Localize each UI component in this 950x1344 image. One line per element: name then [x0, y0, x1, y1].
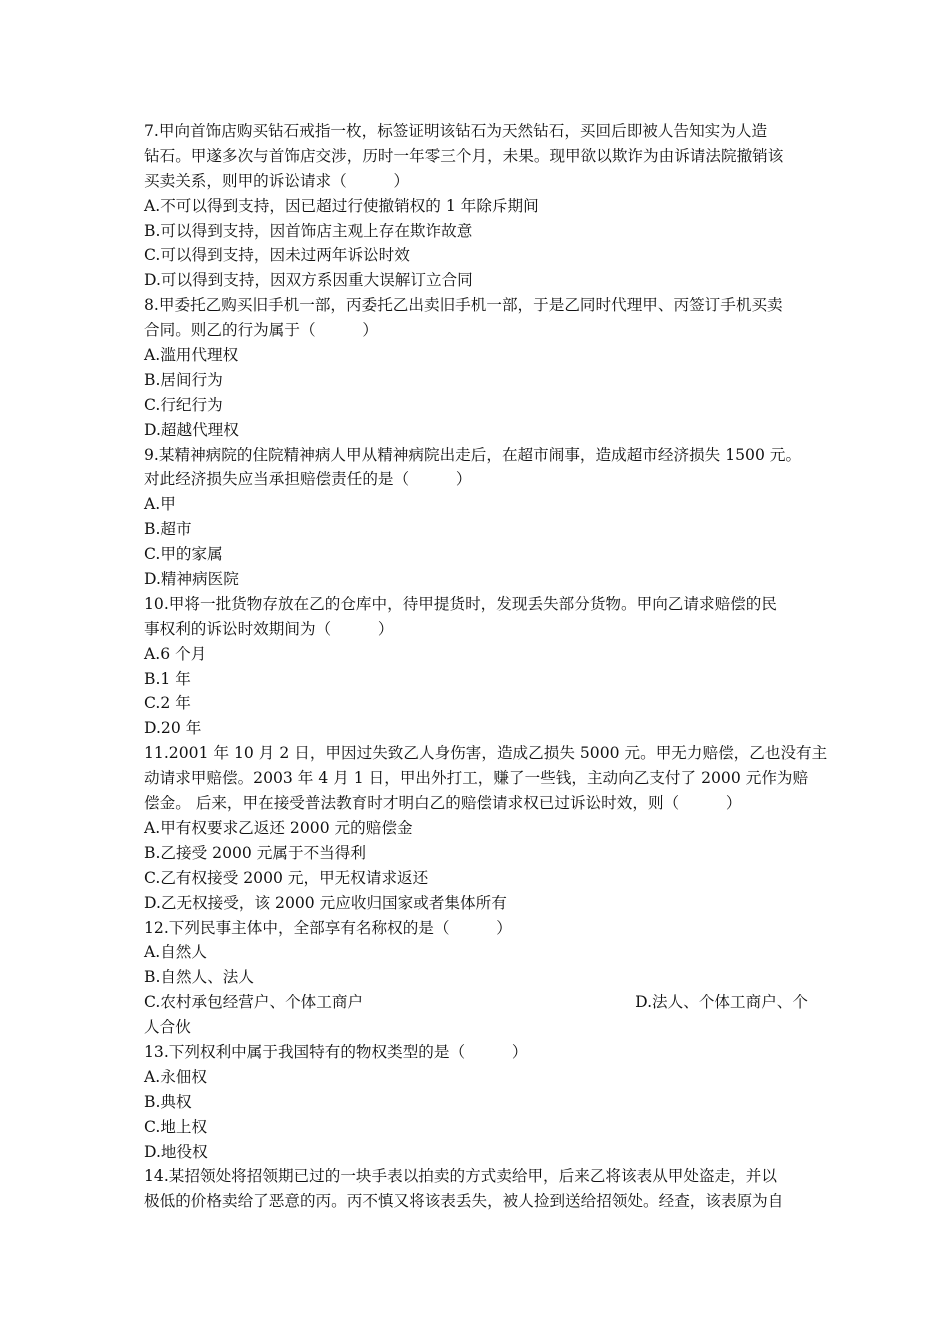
question-stem-line: 钻石。甲遂多次与首饰店交涉，历时一年零三个月，未果。现甲欲以欺诈为由诉请法院撤销该 — [144, 146, 784, 165]
question-stem-line: 12.下列民事主体中，全部享有名称权的是（ ） — [144, 918, 512, 937]
option-a: A.自然人 — [144, 943, 207, 962]
question-13 — [144, 1040, 816, 1164]
option-d: D.地役权 — [144, 1142, 208, 1161]
question-stem-line: 8.甲委托乙购买旧手机一部，丙委托乙出卖旧手机一部，于是乙同时代理甲、丙签订手机买卖 — [144, 296, 783, 315]
option-a: A.6 个月 — [144, 644, 207, 663]
option-c: C.2 年 — [144, 694, 191, 713]
option-a: A.甲有权要求乙返还 2000 元的赔偿金 — [144, 818, 413, 837]
option-d-continued: 人合伙 — [144, 1018, 191, 1037]
option-c: C.乙有权接受 2000 元，甲无权请求返还 — [144, 868, 429, 887]
option-b: B.乙接受 2000 元属于不当得利 — [144, 843, 366, 862]
question-stem-line: 14.某招领处将招领期已过的一块手表以拍卖的方式卖给甲，后来乙将该表从甲处盗走，并以 — [144, 1167, 777, 1186]
option-b: B.1 年 — [144, 669, 191, 688]
question-8 — [144, 293, 816, 442]
option-c: C.可以得到支持，因未过两年诉讼时效 — [144, 246, 410, 265]
option-b: B.居间行为 — [144, 370, 223, 389]
question-stem-line: 动请求甲赔偿。2003 年 4 月 1 日，甲出外打工，赚了一些钱，主动向乙支付了 2000 元作为赔 — [144, 769, 809, 788]
question-14 — [144, 1164, 816, 1214]
option-b: B.自然人、法人 — [144, 968, 254, 987]
option-d: D.精神病医院 — [144, 570, 239, 589]
option-c: C.农村承包经营户、个体工商户 — [144, 993, 364, 1012]
question-7 — [144, 119, 816, 293]
question-stem-line: 合同。则乙的行为属于（ ） — [144, 321, 378, 340]
question-stem-line: 10.甲将一批货物存放在乙的仓库中，待甲提货时，发现丢失部分货物。甲向乙请求赔偿的民 — [144, 594, 777, 613]
option-c: C.地上权 — [144, 1117, 208, 1136]
option-d: D.可以得到支持，因双方系因重大误解订立合同 — [144, 271, 473, 290]
option-b: B.典权 — [144, 1092, 192, 1111]
question-stem-line: 11.2001 年 10 月 2 日，甲因过失致乙人身伤害，造成乙损失 5000 元。甲无力赔偿，乙也没有主 — [144, 744, 828, 763]
option-c-d-line — [144, 990, 816, 1015]
option-a: A.不可以得到支持，因已超过行使撤销权的 1 年除斥期间 — [144, 196, 539, 215]
option-d: D.20 年 — [144, 719, 202, 738]
question-stem-line: 极低的价格卖给了恶意的丙。丙不慎又将该表丢失，被人捡到送给招领处。经查，该表原为自 — [144, 1192, 784, 1211]
question-stem-line: 事权利的诉讼时效期间为（ ） — [144, 619, 394, 638]
question-stem-line: 偿金。 后来，甲在接受普法教育时才明白乙的赔偿请求权已过诉讼时效，则（ ） — [144, 794, 742, 813]
question-stem-line: 13.下列权利中属于我国特有的物权类型的是（ ） — [144, 1042, 528, 1061]
option-b: B.超市 — [144, 520, 192, 539]
question-12 — [144, 916, 816, 1040]
option-d: D.法人、个体工商户、个 — [635, 993, 808, 1012]
question-stem-line: 7.甲向首饰店购买钻石戒指一枚，标签证明该钻石为天然钻石，买回后即被人告知实为人造 — [144, 122, 768, 140]
question-10 — [144, 592, 816, 741]
question-stem-line: 买卖关系，则甲的诉讼请求（ ） — [144, 171, 410, 190]
option-a: A.滥用代理权 — [144, 346, 239, 365]
option-b: B.可以得到支持，因首饰店主观上存在欺诈故意 — [144, 221, 473, 240]
option-a: A.永佃权 — [144, 1067, 207, 1086]
question-stem-line: 9.某精神病院的住院精神病人甲从精神病院出走后，在超市闹事，造成超市经济损失 1500 元。 — [144, 445, 802, 464]
option-d: D.超越代理权 — [144, 420, 239, 439]
document-page — [144, 119, 828, 1214]
option-c: C.行纪行为 — [144, 395, 223, 414]
option-a: A.甲 — [144, 495, 176, 514]
question-9 — [144, 443, 816, 592]
option-d: D.乙无权接受，该 2000 元应收归国家或者集体所有 — [144, 893, 507, 912]
question-11 — [144, 741, 828, 915]
option-c: C.甲的家属 — [144, 545, 223, 564]
question-stem-line: 对此经济损失应当承担赔偿责任的是（ ） — [144, 470, 472, 489]
